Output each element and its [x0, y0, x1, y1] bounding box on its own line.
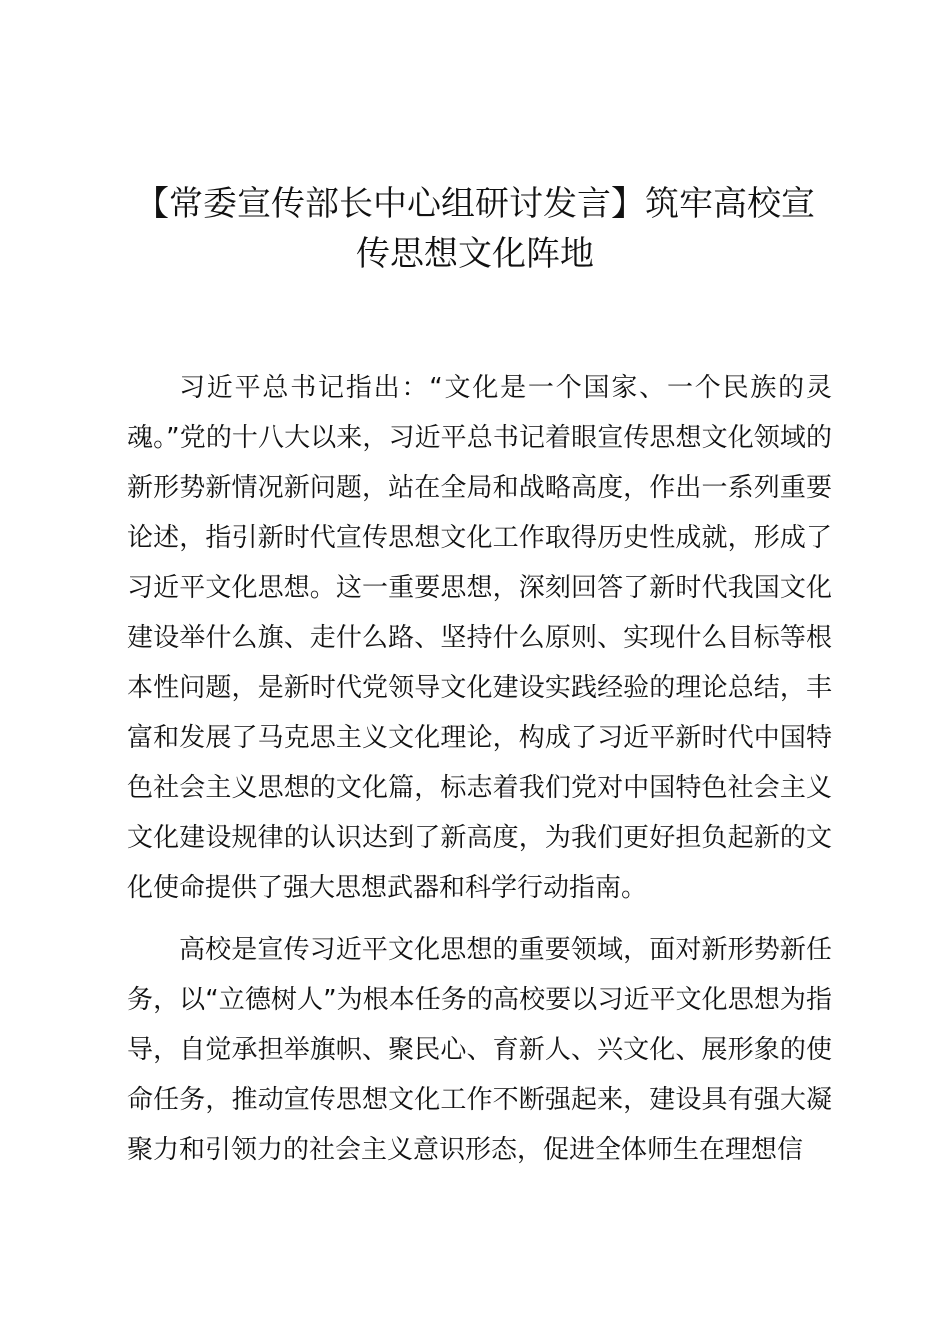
title-line-1: 【常委宣传部长中心组研讨发言】筑牢高校宣 — [135, 183, 815, 224]
document-title — [100, 179, 850, 279]
title-line-2: 传思想文化阵地 — [356, 233, 594, 274]
body-paragraph-1: 习近平总书记指出：“文化是一个国家、一个民族的灵魂。”党的十八大以来，习近平总书记着眼宣传思想文化领域的新形势新情况新问题，站在全局和战略高度，作出一系列重要论述，指引新时代宣传思想文化工作取得历史性成就，形成了习近平文化思想。这一重要思想，深刻回答了新时代我国文化建设举什么旗、走什么路、坚持什么原则、实现什么目标等根本性问题，是新时代党领导文化建设实践经验的理论总结，丰富和发展了马克思主义文化理论，构成了习近平新时代中国特色社会主义思想的文化篇，标志着我们党对中国特色社会主义文化建设规律的认识达到了新高度，为我们更好担负起新的文化使命提供了强大思想武器和科学行动指南。 — [127, 373, 832, 903]
body-paragraph-2: 高校是宣传习近平文化思想的重要领域，面对新形势新任务，以“立德树人”为根本任务的高校要以习近平文化思想为指导，自觉承担举旗帜、聚民心、育新人、兴文化、展形象的使命任务，推动宣传思想文化工作不断强起来，建设具有强大凝聚力和引领力的社会主义意识形态，促进全体师生在理想信 — [127, 935, 832, 1165]
